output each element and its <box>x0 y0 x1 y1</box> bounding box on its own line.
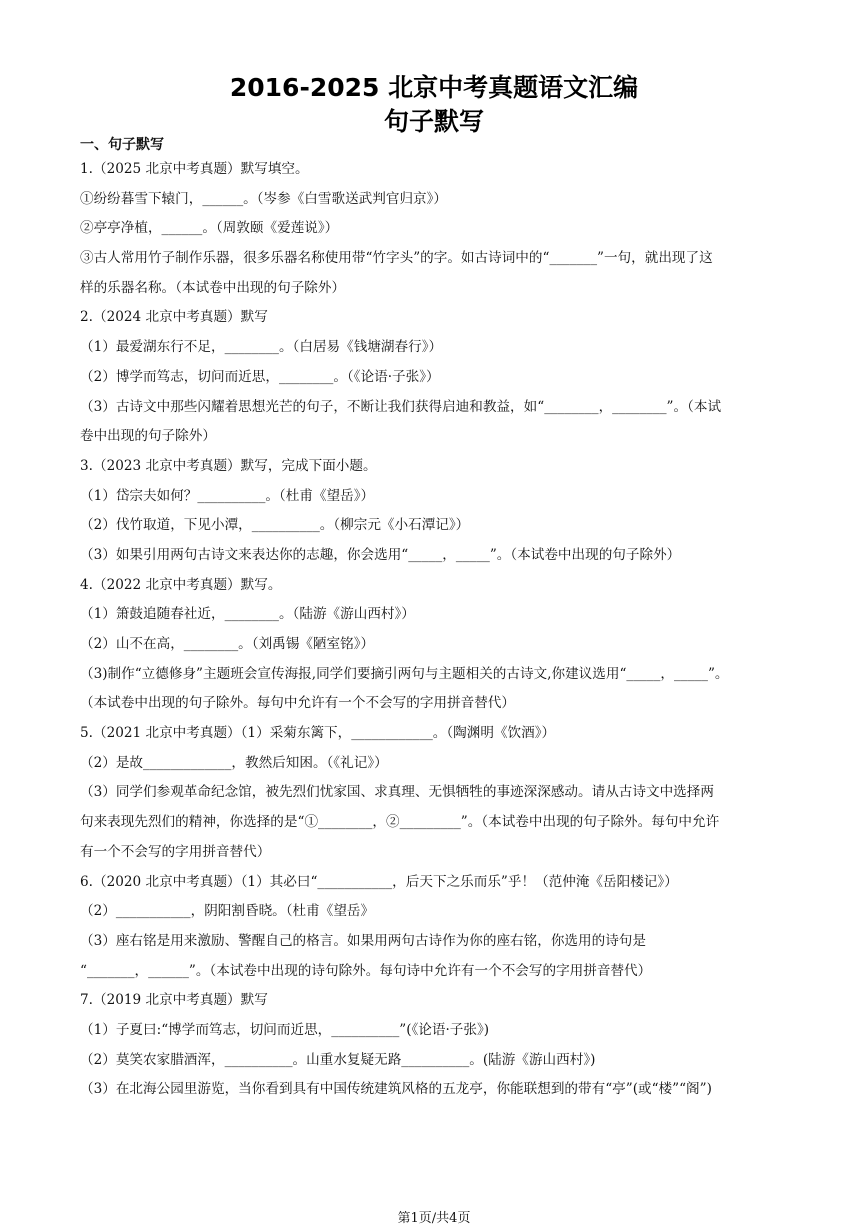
text-line: （2）伐竹取道，下见小潭，__________。（柳宗元《小石潭记》） <box>80 517 470 534</box>
text-line: （2）___________，阴阳割昏晓。（杜甫《望岳》 <box>80 903 375 920</box>
text-line: （2）莫笑农家腊酒浑，__________。山重水复疑无路__________。(陆游《游山西村》) <box>80 1051 596 1068</box>
text-line: （3)制作“立德修身”主题班会宣传海报,同学们要摘引两句与主题相关的古诗文,你建议选用“_____，_____”。 <box>80 665 729 682</box>
text-line: 句来表现先烈们的精神，你选择的是“①________，②_________”。（本试卷中出现的句子除外。每句中允许 <box>80 814 720 831</box>
text-line: 6.（2020 北京中考真题）（1）其必曰“___________，后天下之乐而乐”乎！（范仲淹《岳阳楼记》） <box>80 873 678 890</box>
text-line: （1）岱宗夫如何？__________。（杜甫《望岳》） <box>80 487 375 504</box>
text-line: 3.（2023 北京中考真题）默写，完成下面小题。 <box>80 457 377 474</box>
document-subtitle: 句子默写 <box>383 107 484 136</box>
text-line: （2）山不在高，________。（刘禹锡《陋室铭》） <box>80 636 375 652</box>
text-line: ③古人常用竹子制作乐器，很多乐器名称使用带“竹字头”的字。如古诗词中的“_______”一句，就出现了这 <box>80 250 713 267</box>
text-line: （3）同学们参观革命纪念馆，被先烈们忧家国、求真理、无惧牺牲的事迹深深感动。请从古诗文中选择两 <box>80 784 714 801</box>
section-heading: 一、句子默写 <box>80 137 164 153</box>
text-line: 样的乐器名称。（本试卷中出现的句子除外） <box>80 279 346 296</box>
text-line: 7.（2019 北京中考真题）默写 <box>80 992 268 1009</box>
text-line: （本试卷中出现的句子除外。每句中允许有一个不会写的字用拼音替代） <box>80 695 515 712</box>
question-list <box>80 155 792 1105</box>
text-line: 有一个不会写的字用拼音替代） <box>80 843 271 860</box>
text-line: （2）是故_____________，教然后知困。（《礼记》） <box>80 754 388 771</box>
page-footer: 第1页/共4页 <box>397 1211 471 1226</box>
text-line: （2）博学而笃志，切问而近思，________。（《论语·子张》） <box>80 368 440 385</box>
text-line: 1.（2025 北京中考真题）默写填空。 <box>80 161 309 177</box>
text-line: “_______，______”。（本试卷中出现的诗句除外。每句诗中允许有一个不会写的字用拼音替代） <box>80 962 652 979</box>
text-line: （3）如果引用两句古诗文来表达你的志趣，你会选用“_____，_____”。（本试卷中出现的句子除外） <box>80 546 681 563</box>
text-line: （3）古诗文中那些闪耀着思想光芒的句子，不断让我们获得启迪和教益，如“________，________”。（本试 <box>80 398 722 415</box>
text-line: ②亭亭净植，______。（周敦颐《爱莲说》） <box>80 220 339 237</box>
text-line: ①纷纷暮雪下辕门，______。（岑参《白雪歌送武判官归京》） <box>80 190 448 207</box>
text-line: 5.（2021 北京中考真题）（1）采菊东篱下，____________。（陶渊明《饮酒》） <box>80 725 556 742</box>
text-line: 卷中出现的句子除外） <box>80 428 216 445</box>
text-line: （1）最爱湖东行不足，________。（白居易《钱塘湖春行》） <box>80 339 443 356</box>
text-line: （1）子夏曰:“博学而笃志，切问而近思，__________”(《论语·子张》) <box>80 1021 490 1038</box>
text-line: （3）在北海公园里游览，当你看到具有中国传统建筑风格的五龙亭，你能联想到的带有“亭”(或“楼”“阁”) <box>80 1081 712 1098</box>
document-title: 2016-2025 北京中考真题语文汇编 <box>229 73 639 102</box>
text-line: （1）箫鼓追随春社近，________。（陆游《游山西村》） <box>80 606 415 623</box>
text-line: （3）座右铭是用来激励、警醒自己的格言。如果用两句古诗作为你的座右铭，你选用的诗句是 <box>80 932 646 949</box>
text-line: 4.（2022 北京中考真题）默写。 <box>80 576 282 593</box>
text-line: 2.（2024 北京中考真题）默写 <box>80 309 268 326</box>
